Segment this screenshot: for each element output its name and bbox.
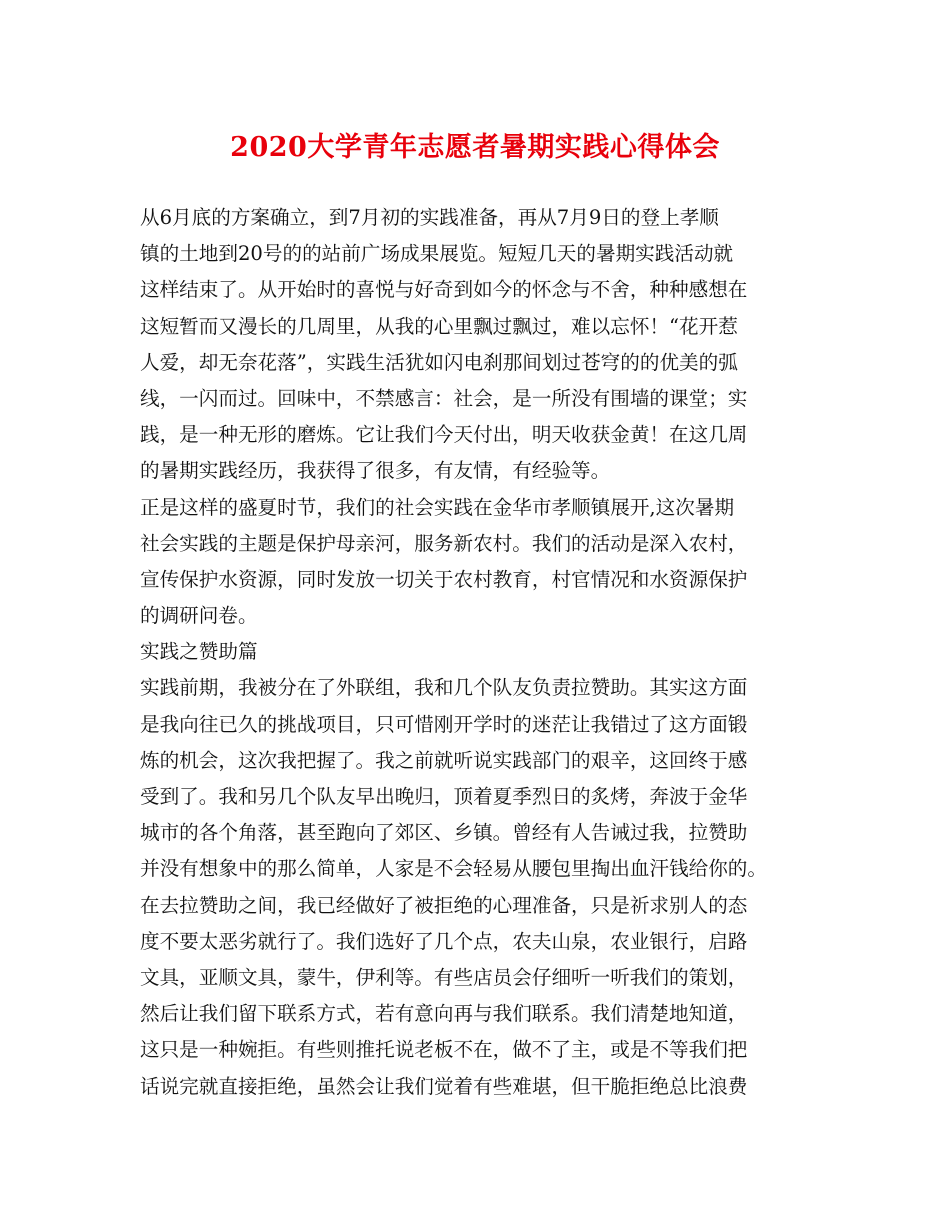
- body-line: 这样结束了。从开始时的喜悦与好奇到如今的怀念与不舍，种种感想在: [140, 278, 748, 302]
- body-line: 话说完就直接拒绝，虽然会让我们觉着有些难堪，但干脆拒绝总比浪费: [140, 1074, 748, 1098]
- body-line: 的调研问卷。: [140, 604, 258, 628]
- body-line: 线，一闪而过。回味中，不禁感言：社会，是一所没有围墙的课堂；实: [140, 386, 748, 410]
- body-line: 炼的机会，这次我把握了。我之前就听说实践部门的艰辛，这回终于感: [140, 748, 748, 772]
- body-line: 镇的土地到20号的的站前广场成果展览。短短几天的暑期实践活动就: [140, 242, 734, 266]
- body-line: 的暑期实践经历，我获得了很多，有友情，有经验等。: [140, 459, 611, 483]
- section-heading: 实践之赞助篇: [140, 640, 258, 664]
- body-line: 从6月底的方案确立，到7月初的实践准备，再从7月9日的登上孝顺: [140, 206, 719, 229]
- body-line: 这只是一种婉拒。有些则推托说老板不在，做不了主，或是不等我们把: [140, 1038, 748, 1062]
- body-line: 践，是一种无形的磨炼。它让我们今天付出，明天收获金黄！在这几周: [140, 423, 748, 447]
- body-line: 度不要太恶劣就行了。我们选好了几个点，农夫山泉，农业银行，启路: [140, 929, 748, 953]
- body-line: 并没有想象中的那么简单，人家是不会轻易从腰包里掏出血汗钱给你的。: [140, 857, 767, 881]
- document-body: [140, 200, 830, 1105]
- body-line: 社会实践的主题是保护母亲河，服务新农村。我们的活动是深入农村，: [140, 531, 748, 555]
- body-line: 人爱，却无奈花落”，实践生活犹如闪电刹那间划过苍穹的的优美的弧: [140, 350, 738, 374]
- body-line: 实践前期，我被分在了外联组，我和几个队友负责拉赞助。其实这方面: [140, 676, 748, 700]
- body-line: 文具，亚顺文具，蒙牛，伊利等。有些店员会仔细听一听我们的策划，: [140, 965, 748, 989]
- body-line: 这短暂而又漫长的几周里，从我的心里飘过飘过，难以忘怀！“花开惹: [140, 314, 738, 338]
- body-line: 然后让我们留下联系方式，若有意向再与我们联系。我们清楚地知道，: [140, 1002, 748, 1026]
- body-line: 在去拉赞助之间，我已经做好了被拒绝的心理准备，只是祈求别人的态: [140, 893, 748, 917]
- body-line: 宣传保护水资源，同时发放一切关于农村教育，村官情况和水资源保护: [140, 567, 748, 591]
- body-line: 受到了。我和另几个队友早出晚归，顶着夏季烈日的炙烤，奔波于金华: [140, 785, 748, 808]
- body-line: 城市的各个角落，甚至跑向了郊区、乡镇。曾经有人告诫过我，拉赞助: [140, 821, 748, 845]
- body-line: 正是这样的盛夏时节，我们的社会实践在金华市孝顺镇展开,这次暑期: [140, 495, 735, 519]
- document-title: 2020大学青年志愿者暑期实践心得体会: [230, 132, 720, 163]
- body-line: 是我向往已久的挑战项目，只可惜刚开学时的迷茫让我错过了这方面锻: [140, 712, 748, 736]
